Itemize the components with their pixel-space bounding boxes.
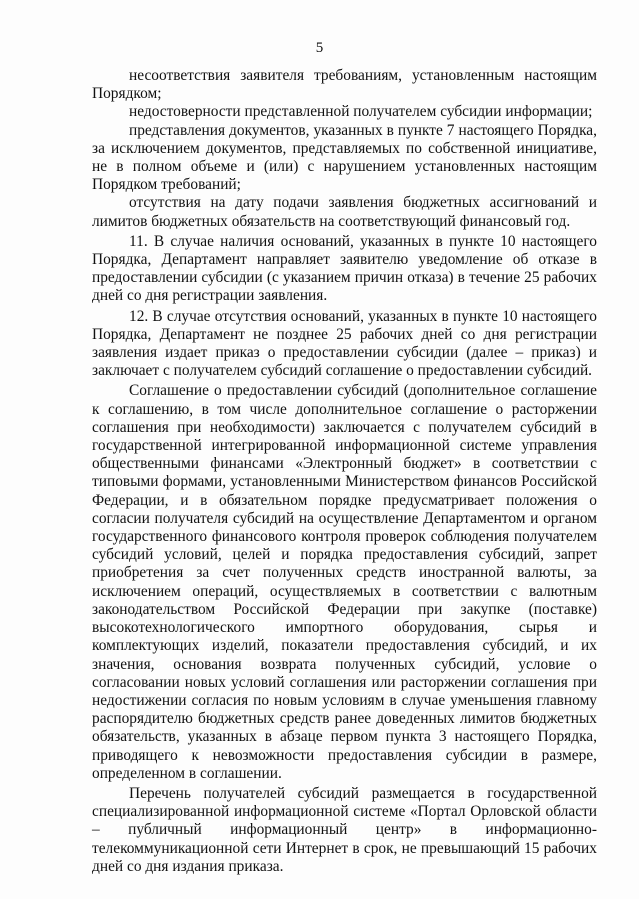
page-number: 5 xyxy=(315,40,324,56)
paragraph-item-11: 11. В случае наличия оснований, указанных в пункте 10 настоящего Порядка, Департамент направляет заявителю уведомление об отказе в предоставлении субсидии (с указанием причин отказа) в течение 25 рабочих дней со дня регистрации заявления. xyxy=(92,232,597,305)
agreement-paragraph: Соглашение о предоставлении субсидий (дополнительное соглашение к соглашению, в том числе дополнительное соглашение о расторжении соглашения при необходимости) заключается с получателем субсидий в государственной интегрированной информационной системе управления общественными финансами «Электронный бюджет» в соответствии с типовыми формами, установленными Министерством финансов Российской Федерации, и в обязательном порядке предусматривает положения о согласии получателя субсидий на осуществление Департаментом и органом государственного финансового контроля проверок соблюдения получателем субсидий условий, целей и порядка предоставления субсидий, запрет приобретения за счет полученных средств иностранной валюты, за исключением операций, осуществляемых в соответствии с валютным законодательством Российской Федерации при закупке (поставке) высокотехнологического импортного оборудования, сырья и комплектующих изделий, показатели предоставления субсидий, и их значения, основания возврата полученных субсидий, условие о согласовании новых условий соглашения или расторжении соглашения при недостижении согласия по новым условиям в случае уменьшения главному распорядителю бюджетных средств ранее доведенных лимитов бюджетных обязательств, указанных в абзаце первом пункта 3 настоящего Порядка, приводящего к невозможности предоставления субсидии в размере, определенном в соглашении. xyxy=(92,382,597,782)
paragraph-item-12: 12. В случае отсутствия оснований, указанных в пункте 10 настоящего Порядка, Департамент не позднее 25 рабочих дней со дня регистрации заявления издает приказ о предоставлении субсидии (далее – приказ) и заключает с получателем субсидий соглашение о предоставлении субсидий. xyxy=(92,307,597,380)
paragraph-item: представления документов, указанных в пункте 7 настоящего Порядка, за исключением документов, представляемых по собственной инициативе, не в полном объеме и (или) с нарушением установленных настоящим Порядком требований; xyxy=(92,121,597,194)
paragraph-item: отсутствия на дату подачи заявления бюджетных ассигнований и лимитов бюджетных обязательств на соответствующий финансовый год. xyxy=(92,194,597,230)
recipients-list-paragraph: Перечень получателей субсидий размещается в государственной специализированной информационной системе «Портал Орловской области – публичный информационный центр» в информационно-телекоммуникационной сети Интернет в срок, не превышающий 15 рабочих дней со дня издания приказа. xyxy=(92,784,597,875)
paragraph-item: несоответствия заявителя требованиям, установленным настоящим Порядком; xyxy=(92,67,597,103)
document-body xyxy=(92,67,597,876)
paragraph-item: недостоверности представленной получателем субсидии информации; xyxy=(129,103,593,121)
